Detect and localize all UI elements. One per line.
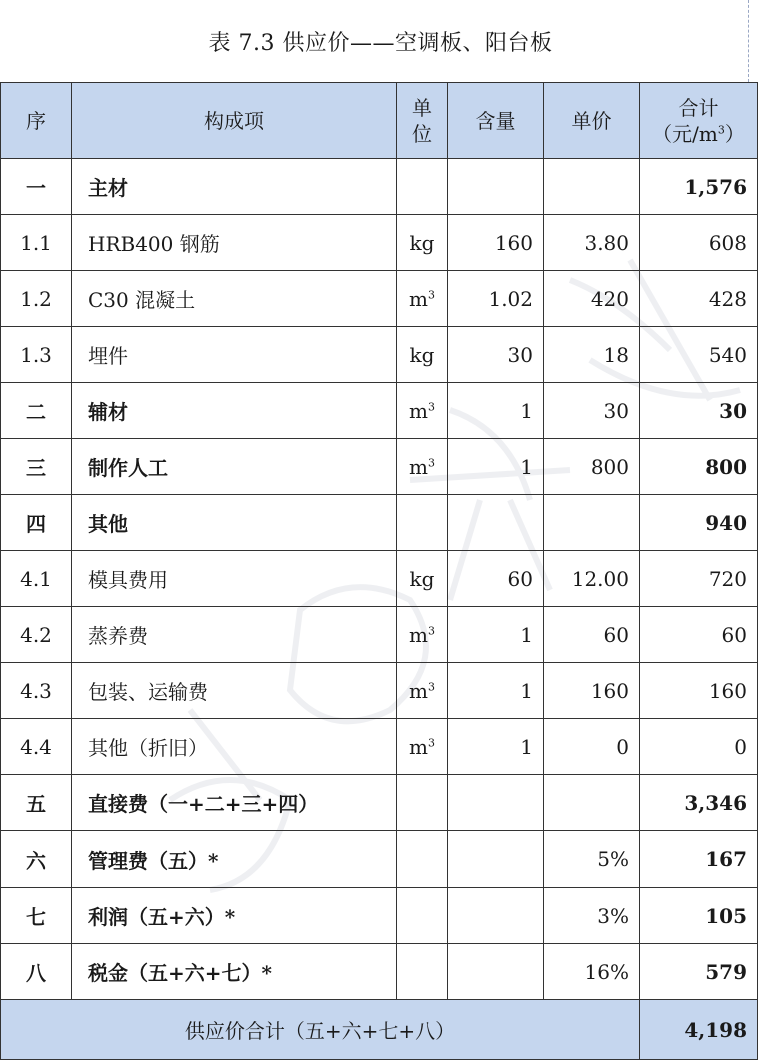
row-total-text: 720 xyxy=(708,566,747,591)
table-row xyxy=(1,327,758,383)
row-price xyxy=(544,944,640,1000)
row-total xyxy=(640,159,758,215)
row-qty-text: 1 xyxy=(520,454,533,479)
row-total-text: 540 xyxy=(708,342,747,367)
row-item xyxy=(72,327,397,383)
row-qty xyxy=(448,327,544,383)
row-seq xyxy=(1,495,72,551)
row-unit xyxy=(397,607,448,663)
row-seq xyxy=(1,551,72,607)
row-item xyxy=(72,551,397,607)
row-seq-text: 三 xyxy=(26,456,46,480)
row-unit-text: kg xyxy=(409,342,435,367)
row-item-text: C30 混凝土 xyxy=(88,288,196,312)
header-total-sup: 3 xyxy=(717,122,725,136)
row-total-text: 167 xyxy=(705,847,747,871)
row-total xyxy=(640,439,758,495)
page-edge-line xyxy=(748,0,749,82)
row-unit-sup: 3 xyxy=(427,399,435,413)
header-total-line2: （元/m xyxy=(652,121,718,146)
row-qty-text: 160 xyxy=(494,230,533,255)
row-price xyxy=(544,551,640,607)
row-total-text: 608 xyxy=(708,230,747,255)
row-item xyxy=(72,439,397,495)
row-total xyxy=(640,831,758,888)
row-seq-text: 二 xyxy=(26,400,46,424)
row-seq xyxy=(1,159,72,215)
row-unit-text: m xyxy=(409,286,428,311)
row-item xyxy=(72,944,397,1000)
row-unit xyxy=(397,495,448,551)
table-row xyxy=(1,495,758,551)
row-total xyxy=(640,215,758,271)
row-item-text: 其他（折旧） xyxy=(88,736,208,760)
row-item-text: 利润（五+六）* xyxy=(88,905,236,929)
row-seq-text: 4.4 xyxy=(20,734,52,759)
header-price: 单价 xyxy=(544,83,640,159)
row-price-text: 420 xyxy=(590,286,629,311)
row-price xyxy=(544,831,640,888)
row-item-text: HRB400 钢筋 xyxy=(88,232,220,256)
row-seq-text: 1.1 xyxy=(20,230,52,255)
row-qty xyxy=(448,775,544,831)
row-qty xyxy=(448,888,544,944)
row-qty xyxy=(448,495,544,551)
row-unit-text: m xyxy=(409,678,428,703)
row-qty xyxy=(448,159,544,215)
row-qty xyxy=(448,663,544,719)
row-item xyxy=(72,607,397,663)
row-item-text: 蒸养费 xyxy=(88,624,148,648)
row-seq-text: 四 xyxy=(26,512,46,536)
row-item-text: 包装、运输费 xyxy=(88,680,208,704)
row-price xyxy=(544,888,640,944)
row-seq xyxy=(1,944,72,1000)
row-price-text: 18 xyxy=(603,342,629,367)
table-row xyxy=(1,607,758,663)
row-seq xyxy=(1,775,72,831)
row-seq xyxy=(1,663,72,719)
row-total xyxy=(640,663,758,719)
row-item xyxy=(72,719,397,775)
row-price-text: 3% xyxy=(597,903,629,928)
header-item: 构成项 xyxy=(72,83,397,159)
row-item-text: 模具费用 xyxy=(88,568,168,592)
row-seq-text: 一 xyxy=(26,176,46,200)
row-price xyxy=(544,663,640,719)
table-row xyxy=(1,383,758,439)
row-seq xyxy=(1,607,72,663)
row-seq xyxy=(1,271,72,327)
row-item xyxy=(72,271,397,327)
row-price-text: 12.00 xyxy=(571,566,629,591)
row-qty xyxy=(448,607,544,663)
row-item xyxy=(72,215,397,271)
row-item xyxy=(72,663,397,719)
row-total-text: 1,576 xyxy=(684,174,747,199)
row-seq-text: 七 xyxy=(26,905,46,929)
row-item-text: 主材 xyxy=(88,176,128,200)
row-item-text: 辅材 xyxy=(88,400,128,424)
row-price xyxy=(544,271,640,327)
header-total-close: ） xyxy=(724,121,745,146)
header-total xyxy=(640,83,758,159)
row-item xyxy=(72,159,397,215)
row-total xyxy=(640,383,758,439)
row-price-text: 30 xyxy=(603,398,629,423)
header-total-line1: 合计 xyxy=(678,95,719,120)
table-title: 表 7.3 供应价——空调板、阳台板 xyxy=(208,30,553,56)
row-item-text: 直接费（一+二+三+四） xyxy=(88,792,319,816)
row-price-text: 3.80 xyxy=(584,230,629,255)
row-seq-text: 4.2 xyxy=(20,622,52,647)
row-total xyxy=(640,551,758,607)
row-seq-text: 八 xyxy=(26,961,46,985)
row-total-text: 940 xyxy=(705,510,747,535)
row-item xyxy=(72,831,397,888)
row-unit-text: kg xyxy=(409,566,435,591)
row-item xyxy=(72,383,397,439)
table-row xyxy=(1,215,758,271)
row-price xyxy=(544,439,640,495)
row-price-text: 16% xyxy=(584,959,629,984)
row-qty-text: 1 xyxy=(520,734,533,759)
row-seq-text: 1.3 xyxy=(20,342,52,367)
row-total-text: 60 xyxy=(721,622,747,647)
row-price xyxy=(544,327,640,383)
row-total-text: 3,346 xyxy=(684,790,747,815)
row-qty xyxy=(448,215,544,271)
row-unit-sup: 3 xyxy=(427,455,435,469)
row-seq-text: 1.2 xyxy=(20,286,52,311)
row-price xyxy=(544,775,640,831)
row-price xyxy=(544,719,640,775)
row-unit xyxy=(397,551,448,607)
row-unit xyxy=(397,775,448,831)
row-item xyxy=(72,775,397,831)
row-item xyxy=(72,495,397,551)
row-qty-text: 1 xyxy=(520,398,533,423)
table-footer-row xyxy=(1,1000,758,1060)
footer-label: 供应价合计（五+六+七+八） xyxy=(1,1000,640,1060)
row-price xyxy=(544,159,640,215)
table-header-row xyxy=(1,83,758,159)
row-total xyxy=(640,719,758,775)
row-qty-text: 1.02 xyxy=(488,286,533,311)
row-qty-text: 1 xyxy=(520,678,533,703)
row-qty-text: 60 xyxy=(507,566,533,591)
row-unit-sup: 3 xyxy=(427,623,435,637)
row-unit xyxy=(397,215,448,271)
row-unit-sup: 3 xyxy=(427,679,435,693)
row-qty xyxy=(448,719,544,775)
header-unit xyxy=(397,83,448,159)
row-seq-text: 五 xyxy=(26,792,46,816)
row-unit-text: kg xyxy=(409,230,435,255)
row-unit xyxy=(397,944,448,1000)
row-unit xyxy=(397,439,448,495)
row-item-text: 其他 xyxy=(88,512,128,536)
row-total-text: 428 xyxy=(708,286,747,311)
row-unit xyxy=(397,663,448,719)
row-item-text: 税金（五+六+七）* xyxy=(88,961,272,985)
row-unit-sup: 3 xyxy=(427,735,435,749)
header-seq: 序 xyxy=(1,83,72,159)
row-seq xyxy=(1,831,72,888)
table-row xyxy=(1,551,758,607)
table-row xyxy=(1,888,758,944)
row-seq xyxy=(1,439,72,495)
row-price xyxy=(544,495,640,551)
row-seq-text: 六 xyxy=(26,848,46,873)
row-unit-text: m xyxy=(409,734,428,759)
row-total-text: 30 xyxy=(719,398,747,423)
table-row xyxy=(1,663,758,719)
row-total-text: 579 xyxy=(705,959,747,984)
row-total xyxy=(640,327,758,383)
row-qty xyxy=(448,551,544,607)
row-seq xyxy=(1,888,72,944)
row-total xyxy=(640,775,758,831)
table-row xyxy=(1,439,758,495)
table-row xyxy=(1,944,758,1000)
row-unit xyxy=(397,888,448,944)
row-total xyxy=(640,888,758,944)
row-qty xyxy=(448,831,544,888)
row-price xyxy=(544,607,640,663)
row-price xyxy=(544,215,640,271)
row-item xyxy=(72,888,397,944)
row-qty xyxy=(448,383,544,439)
row-qty-text: 1 xyxy=(520,622,533,647)
row-unit xyxy=(397,271,448,327)
table-row xyxy=(1,159,758,215)
table-row xyxy=(1,775,758,831)
row-unit xyxy=(397,831,448,888)
row-price-text: 0 xyxy=(616,734,629,759)
row-seq-text: 4.3 xyxy=(20,678,52,703)
row-price xyxy=(544,383,640,439)
table-row xyxy=(1,831,758,888)
row-total-text: 105 xyxy=(705,903,747,928)
header-unit-line2: 位 xyxy=(412,121,432,146)
table-row xyxy=(1,719,758,775)
row-price-text: 160 xyxy=(590,678,629,703)
row-item-text: 埋件 xyxy=(88,344,128,368)
row-qty xyxy=(448,944,544,1000)
row-total-text: 0 xyxy=(734,734,747,759)
row-item-text: 管理费（五）* xyxy=(88,848,219,873)
row-qty xyxy=(448,439,544,495)
row-total-text: 160 xyxy=(708,678,747,703)
row-total xyxy=(640,271,758,327)
row-qty xyxy=(448,271,544,327)
price-table xyxy=(0,82,758,1060)
row-total xyxy=(640,944,758,1000)
row-total xyxy=(640,607,758,663)
row-seq xyxy=(1,215,72,271)
row-price-text: 60 xyxy=(603,622,629,647)
row-unit xyxy=(397,327,448,383)
header-unit-line1: 单 xyxy=(412,95,432,120)
row-item-text: 制作人工 xyxy=(88,456,168,480)
row-unit-text: m xyxy=(409,398,428,423)
header-qty: 含量 xyxy=(448,83,544,159)
row-unit xyxy=(397,383,448,439)
row-unit-sup: 3 xyxy=(427,287,435,301)
row-price-text: 800 xyxy=(590,454,629,479)
row-seq xyxy=(1,327,72,383)
row-price-text: 5% xyxy=(597,847,629,871)
row-total xyxy=(640,495,758,551)
row-unit-text: m xyxy=(409,622,428,647)
row-qty-text: 30 xyxy=(507,342,533,367)
row-total-text: 800 xyxy=(705,454,747,479)
row-seq xyxy=(1,719,72,775)
row-unit-text: m xyxy=(409,454,428,479)
row-seq-text: 4.1 xyxy=(20,566,52,591)
row-unit xyxy=(397,159,448,215)
row-unit xyxy=(397,719,448,775)
row-seq xyxy=(1,383,72,439)
footer-total: 4,198 xyxy=(640,1000,758,1060)
table-row xyxy=(1,271,758,327)
